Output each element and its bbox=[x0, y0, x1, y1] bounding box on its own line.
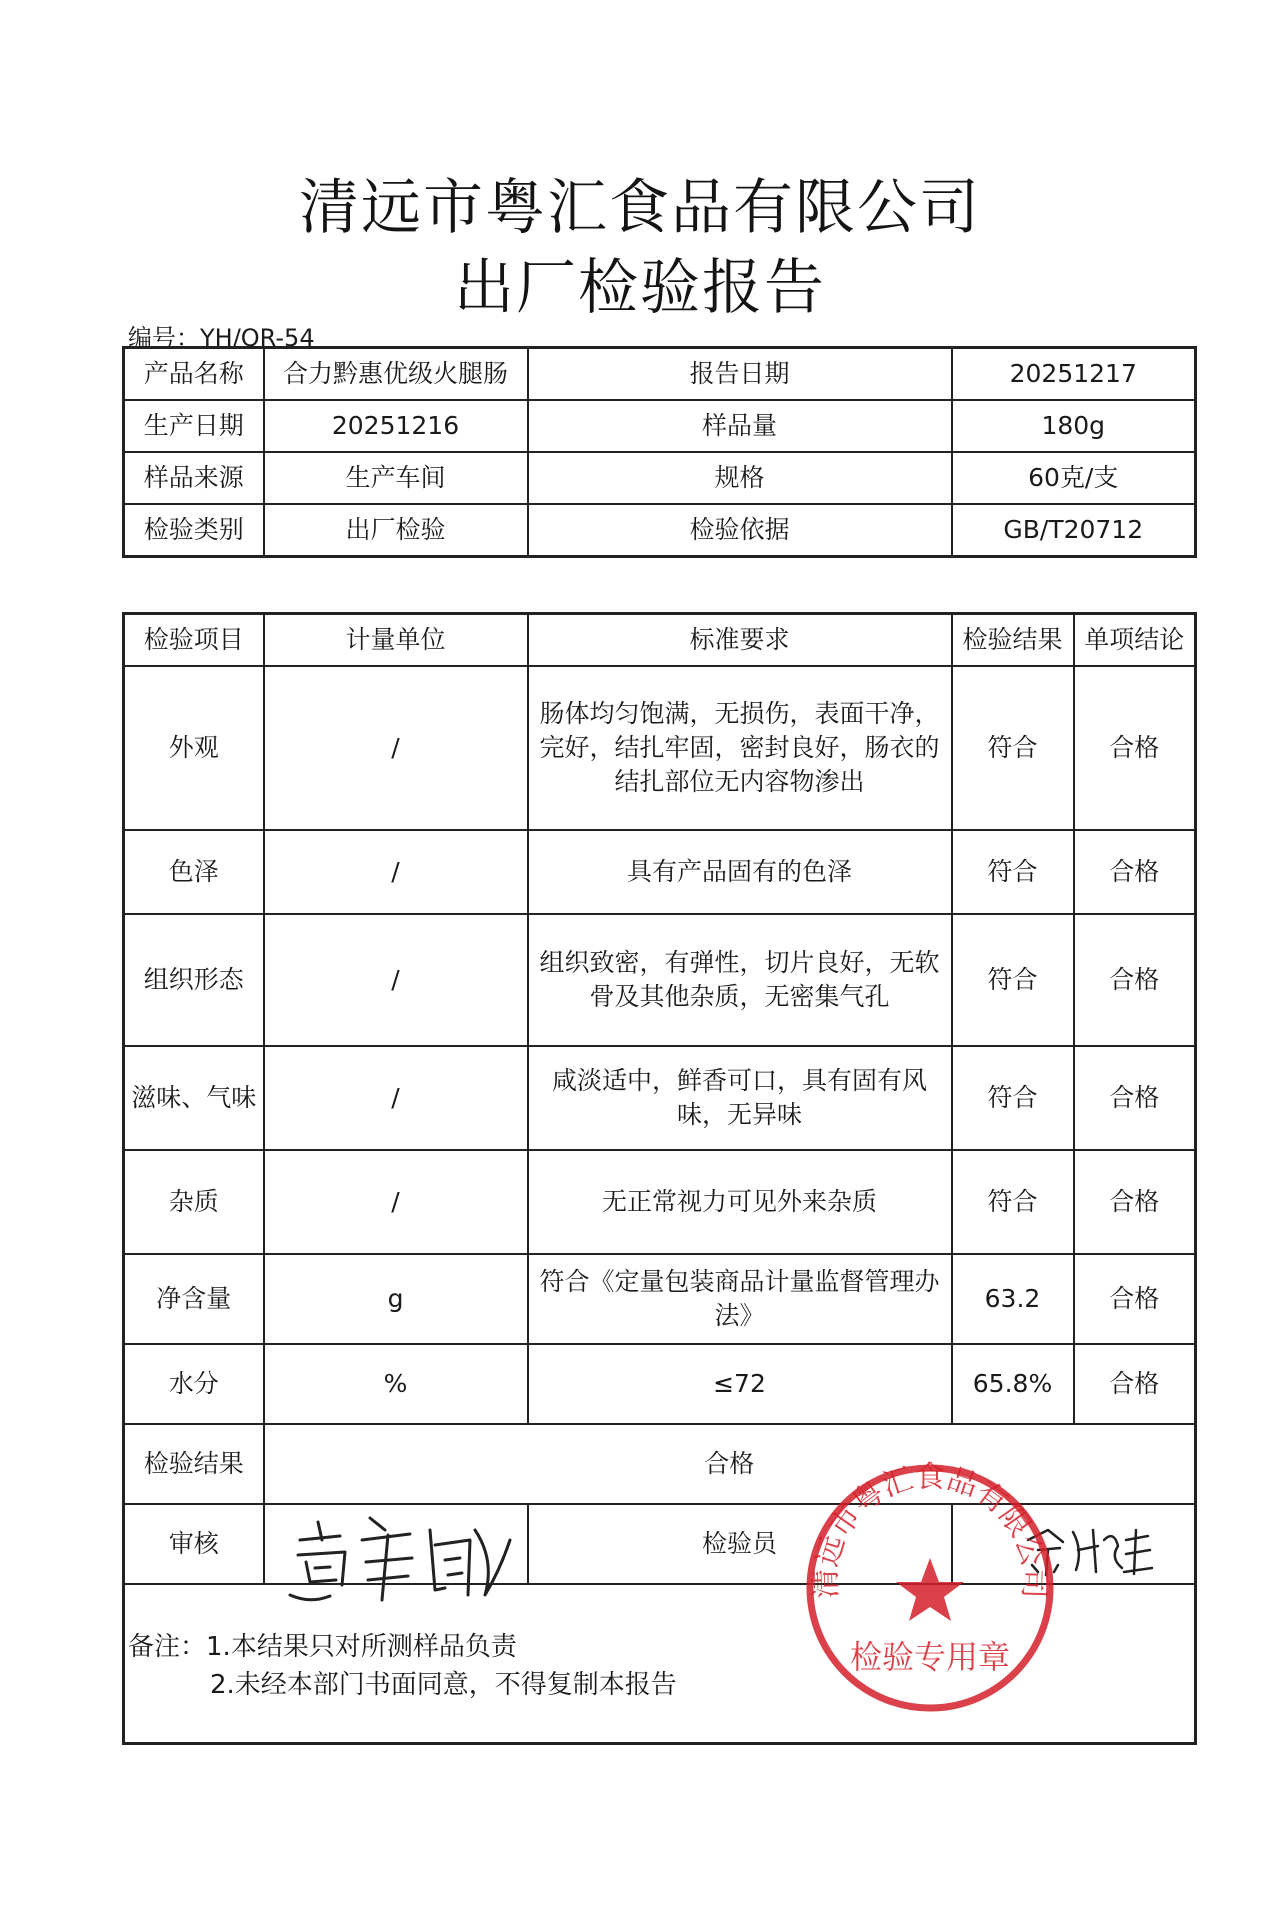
row-verdict: 合格 bbox=[1074, 830, 1196, 914]
row-verdict: 合格 bbox=[1074, 1344, 1196, 1424]
row-result: 符合 bbox=[952, 914, 1074, 1046]
table-row bbox=[124, 914, 1196, 1046]
product-info-table bbox=[122, 346, 1197, 558]
row-unit: g bbox=[264, 1254, 528, 1344]
table-row bbox=[124, 400, 1196, 452]
inspection-type-value: 出厂检验 bbox=[264, 504, 528, 557]
row-item: 杂质 bbox=[124, 1150, 264, 1254]
header-result: 检验结果 bbox=[952, 614, 1074, 666]
row-result: 63.2 bbox=[952, 1254, 1074, 1344]
svg-text:检验专用章: 检验专用章 bbox=[849, 1638, 1011, 1676]
row-standard: 无正常视力可见外来杂质 bbox=[528, 1150, 952, 1254]
row-verdict: 合格 bbox=[1074, 1046, 1196, 1150]
row-standard: 咸淡适中，鲜香可口，具有固有风味，无异味 bbox=[528, 1046, 952, 1150]
row-item: 组织形态 bbox=[124, 914, 264, 1046]
header-item: 检验项目 bbox=[124, 614, 264, 666]
row-standard: 具有产品固有的色泽 bbox=[528, 830, 952, 914]
row-item: 水分 bbox=[124, 1344, 264, 1424]
inspection-seal-icon bbox=[800, 1458, 1060, 1718]
row-result: 符合 bbox=[952, 830, 1074, 914]
row-verdict: 合格 bbox=[1074, 1254, 1196, 1344]
report-date-label: 报告日期 bbox=[528, 348, 952, 401]
row-item: 外观 bbox=[124, 666, 264, 830]
row-result: 符合 bbox=[952, 1150, 1074, 1254]
table-row bbox=[124, 666, 1196, 830]
row-standard: ≤72 bbox=[528, 1344, 952, 1424]
remarks-prefix: 备注： bbox=[128, 1632, 207, 1662]
row-result: 符合 bbox=[952, 666, 1074, 830]
row-standard: 符合《定量包装商品计量监督管理办法》 bbox=[528, 1254, 952, 1344]
sample-source-label: 样品来源 bbox=[124, 452, 264, 504]
row-unit: / bbox=[264, 666, 528, 830]
product-name-label: 产品名称 bbox=[124, 348, 264, 401]
specification-label: 规格 bbox=[528, 452, 952, 504]
remarks-line-2: 2.未经本部门书面同意，不得复制本报告 bbox=[210, 1670, 677, 1700]
table-row bbox=[124, 504, 1196, 557]
reviewer-label: 审核 bbox=[124, 1504, 264, 1584]
remarks-line-1: 1.本结果只对所测样品负责 bbox=[206, 1632, 517, 1662]
row-unit: / bbox=[264, 1150, 528, 1254]
product-name-value: 合力黔惠优级火腿肠 bbox=[264, 348, 528, 401]
row-verdict: 合格 bbox=[1074, 914, 1196, 1046]
table-row bbox=[124, 1254, 1196, 1344]
row-verdict: 合格 bbox=[1074, 1150, 1196, 1254]
row-result: 符合 bbox=[952, 1046, 1074, 1150]
row-item: 滋味、气味 bbox=[124, 1046, 264, 1150]
inspection-basis-value: GB/T20712 bbox=[952, 504, 1196, 557]
inspection-basis-label: 检验依据 bbox=[528, 504, 952, 557]
table-row bbox=[124, 1150, 1196, 1254]
sample-source-value: 生产车间 bbox=[264, 452, 528, 504]
sample-quantity-label: 样品量 bbox=[528, 400, 952, 452]
company-title: 清远市粤汇食品有限公司 bbox=[299, 173, 981, 243]
row-result: 65.8% bbox=[952, 1344, 1074, 1424]
row-unit: / bbox=[264, 914, 528, 1046]
table-row bbox=[124, 1344, 1196, 1424]
row-verdict: 合格 bbox=[1074, 666, 1196, 830]
document-code: 编号：YH/QR-54 bbox=[128, 324, 315, 352]
row-item: 净含量 bbox=[124, 1254, 264, 1344]
report-date-value: 20251217 bbox=[952, 348, 1196, 401]
header-verdict: 单项结论 bbox=[1074, 614, 1196, 666]
specification-value: 60克/支 bbox=[952, 452, 1196, 504]
row-unit: % bbox=[264, 1344, 528, 1424]
header-standard: 标准要求 bbox=[528, 614, 952, 666]
row-unit: / bbox=[264, 830, 528, 914]
reviewer-signature bbox=[270, 1500, 520, 1610]
table-row bbox=[124, 452, 1196, 504]
table-header-row bbox=[124, 614, 1196, 666]
inspector-label: 检验员 bbox=[528, 1504, 952, 1584]
remarks bbox=[128, 1628, 677, 1704]
svg-text:清远市粤汇食品有限公司: 清远市粤汇食品有限公司 bbox=[808, 1459, 1052, 1600]
row-item: 色泽 bbox=[124, 830, 264, 914]
final-result-label: 检验结果 bbox=[124, 1424, 264, 1504]
header-unit: 计量单位 bbox=[264, 614, 528, 666]
production-date-label: 生产日期 bbox=[124, 400, 264, 452]
row-standard: 组织致密，有弹性，切片良好，无软骨及其他杂质，无密集气孔 bbox=[528, 914, 952, 1046]
table-row bbox=[124, 830, 1196, 914]
final-result-value: 合格 bbox=[264, 1424, 1196, 1504]
sample-quantity-value: 180g bbox=[952, 400, 1196, 452]
table-row bbox=[124, 1046, 1196, 1150]
production-date-value: 20251216 bbox=[264, 400, 528, 452]
row-unit: / bbox=[264, 1046, 528, 1150]
inspection-type-label: 检验类别 bbox=[124, 504, 264, 557]
table-row bbox=[124, 348, 1196, 401]
row-standard: 肠体均匀饱满，无损伤，表面干净，完好，结扎牢固，密封良好，肠衣的结扎部位无内容物渗出 bbox=[528, 666, 952, 830]
report-title: 出厂检验报告 bbox=[454, 253, 826, 323]
